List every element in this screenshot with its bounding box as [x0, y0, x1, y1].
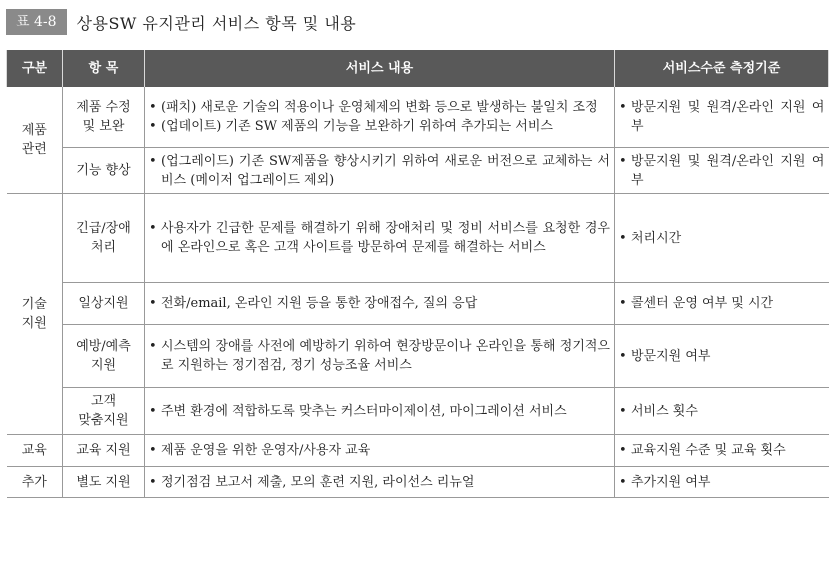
- content-text: 주변 환경에 적합하도록 맞추는 커스터마이제이션, 마이그레이션 서비스: [161, 403, 567, 419]
- standard-cell: [615, 467, 829, 498]
- content-bullet: [149, 98, 610, 117]
- header-content: 서비스 내용: [145, 50, 615, 87]
- bullet-icon: •: [619, 296, 627, 311]
- content-text: 정기점검 보고서 제출, 모의 훈련 지원, 라이선스 리뉴얼: [161, 474, 475, 490]
- content-text: 사용자가 긴급한 문제를 해결하기 위해 장애처리 및 정비 서비스를 요청한 경우에 온라인으로 혹은 고객 사이트를 방문하여 문제를 해결하는 서비스: [161, 221, 610, 255]
- bullet-icon: •: [149, 221, 157, 236]
- bullet-icon: •: [149, 403, 157, 419]
- bullet-icon: •: [149, 153, 157, 169]
- standard-bullet: [619, 98, 825, 136]
- header-category: 구분: [7, 50, 63, 87]
- bullet-icon: •: [619, 100, 627, 115]
- table-row: [7, 388, 829, 435]
- standard-cell: [615, 325, 829, 388]
- table-row: [7, 325, 829, 388]
- table-title: 상용SW 유지관리 서비스 항목 및 내용: [76, 13, 357, 33]
- standard-text: 방문지원 여부: [631, 348, 711, 364]
- standard-text: 처리시간: [631, 230, 682, 246]
- content-text: (업데이트) 기존 SW 제품의 기능을 보완하기 위하여 추가되는 서비스: [161, 119, 553, 134]
- item-cell: 예방/예측 지원: [63, 325, 145, 388]
- category-cell: 교육: [7, 435, 63, 467]
- standard-cell: [615, 148, 829, 194]
- standard-bullet: [619, 152, 825, 190]
- standard-bullet: [619, 294, 825, 313]
- header-item: 항 목: [63, 50, 145, 87]
- table-row: [7, 467, 829, 498]
- item-cell: 별도 지원: [63, 467, 145, 498]
- bullet-icon: •: [619, 153, 627, 169]
- bullet-icon: •: [149, 443, 157, 458]
- content-text: 전화/email, 온라인 지원 등을 통한 장애접수, 질의 응답: [161, 296, 478, 311]
- item-cell: 일상지원: [63, 283, 145, 325]
- content-cell: [145, 148, 615, 194]
- content-bullet: [149, 402, 610, 421]
- bullet-icon: •: [149, 119, 157, 134]
- bullet-icon: •: [619, 403, 627, 419]
- item-cell: 기능 향상: [63, 148, 145, 194]
- category-cell: 제품 관련: [7, 87, 63, 194]
- bullet-icon: •: [149, 100, 157, 115]
- content-text: (패치) 새로운 기술의 적용이나 운영체제의 변화 등으로 발생하는 불일치 조정: [161, 100, 598, 115]
- content-text: (업그레이드) 기존 SW제품을 향상시키기 위하여 새로운 버전으로 교체하는 서비스 (메이저 업그레이드 제외): [161, 153, 610, 188]
- content-bullet: [149, 441, 610, 460]
- content-cell: [145, 467, 615, 498]
- bullet-icon: •: [619, 474, 627, 490]
- content-bullet: [149, 473, 610, 492]
- bullet-icon: •: [149, 339, 157, 354]
- content-cell: [145, 283, 615, 325]
- standard-text: 콜센터 운영 여부 및 시간: [631, 296, 774, 311]
- service-table: [6, 50, 829, 498]
- bullet-icon: •: [149, 474, 157, 490]
- header-row: [7, 50, 829, 87]
- standard-bullet: [619, 402, 825, 421]
- title-bar: [6, 8, 356, 36]
- content-cell: [145, 325, 615, 388]
- bullet-icon: •: [619, 348, 627, 364]
- table-row: [7, 283, 829, 325]
- content-cell: [145, 388, 615, 435]
- bullet-icon: •: [619, 230, 627, 246]
- bullet-icon: •: [619, 443, 627, 458]
- content-bullet: [149, 117, 610, 136]
- content-text: 시스템의 장애를 사전에 예방하기 위하여 현장방문이나 온라인을 통해 정기적으로 지원하는 정기점검, 정기 성능조율 서비스: [161, 339, 610, 373]
- table-row: [7, 435, 829, 467]
- standard-bullet: [619, 473, 825, 492]
- content-cell: [145, 435, 615, 467]
- item-cell: 제품 수정 및 보완: [63, 87, 145, 148]
- standard-bullet: [619, 229, 825, 248]
- content-bullet: [149, 219, 610, 257]
- item-cell: 고객 맞춤지원: [63, 388, 145, 435]
- standard-text: 방문지원 및 원격/온라인 지원 여부: [631, 100, 825, 134]
- content-cell: [145, 87, 615, 148]
- standard-bullet: [619, 347, 825, 366]
- bullet-icon: •: [149, 296, 157, 311]
- table-number-tag: 표 4-8: [6, 9, 67, 35]
- standard-cell: [615, 87, 829, 148]
- standard-cell: [615, 283, 829, 325]
- standard-text: 추가지원 여부: [631, 474, 711, 490]
- content-bullet: [149, 337, 610, 375]
- standard-cell: [615, 194, 829, 283]
- content-bullet: [149, 294, 610, 313]
- standard-text: 서비스 횟수: [631, 403, 698, 419]
- table-row: [7, 194, 829, 283]
- table-row: [7, 148, 829, 194]
- standard-text: 방문지원 및 원격/온라인 지원 여부: [631, 153, 825, 188]
- standard-cell: [615, 388, 829, 435]
- content-text: 제품 운영을 위한 운영자/사용자 교육: [161, 443, 371, 458]
- item-cell: 교육 지원: [63, 435, 145, 467]
- item-cell: 긴급/장애 처리: [63, 194, 145, 283]
- content-bullet: [149, 152, 610, 190]
- standard-cell: [615, 435, 829, 467]
- category-cell: 기술 지원: [7, 194, 63, 435]
- standard-bullet: [619, 441, 825, 460]
- header-standard: 서비스수준 측정기준: [615, 50, 829, 87]
- standard-text: 교육지원 수준 및 교육 횟수: [631, 443, 786, 458]
- table-row: [7, 87, 829, 148]
- category-cell: 추가: [7, 467, 63, 498]
- content-cell: [145, 194, 615, 283]
